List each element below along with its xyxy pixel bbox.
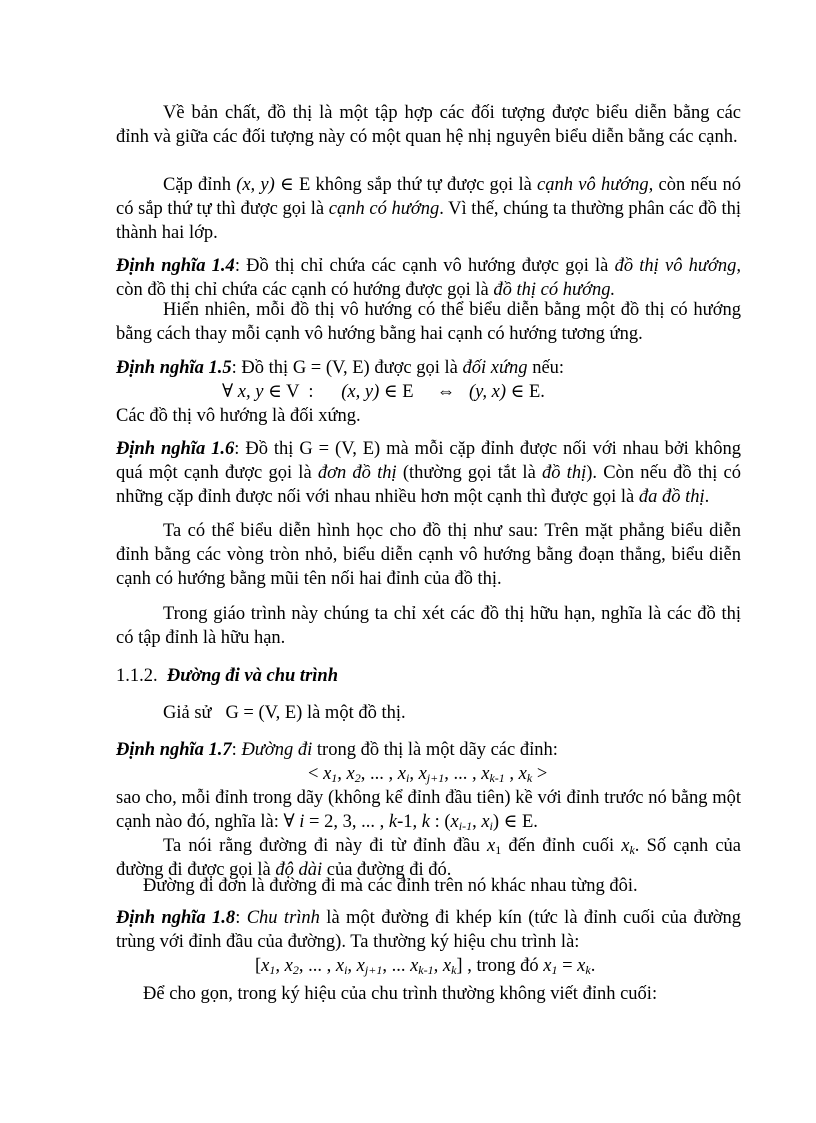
section-title: Đường đi và chu trình <box>166 666 338 686</box>
paragraph-suppose: Giả sử G = (V, E) là một đồ thị. <box>163 703 406 723</box>
section-heading <box>116 664 338 688</box>
paragraph-finite: Trong giáo trình này chúng ta chỉ xét các đồ thị hữu hạn, nghĩa là các đồ thị có tập đỉnh là hữu hạn. <box>116 604 741 648</box>
definition-heading: Định nghĩa 1.8 <box>116 908 236 928</box>
definition-1-6: Định nghĩa 1.6: Đồ thị G = (V, E) mà mỗi cặp đỉnh được nối với nhau bởi không quá một cạnh được gọi là đơn đồ thị (thường gọi tắt là đồ thị). Còn nếu đồ thị có những cặp đỉnh được nối với nhau nhiều hơn một cạnh thì được gọi là đa đồ thị. <box>116 439 742 507</box>
formula-path-sequence: < $x_1$, $x_2$, ... , $x_i$, $x_{j+1}$, ... , $x_{k-1}$ , $x_k$ > <box>308 764 548 785</box>
definition-1-5: Định nghĩa 1.5: Đồ thị G = (V, E) được gọi là đối xứng nếu: <box>116 358 565 378</box>
paragraph-path-condition: sao cho, mỗi đỉnh trong dãy (không kể đỉnh đầu tiên) kề với đỉnh trước nó bằng một cạnh nào đó, nghĩa là: ∀ i = 2, 3, ... , k-1, k : ($x_{i-1}$, $x_i$) ∈ E. <box>116 788 741 833</box>
paragraph-cycle-note: Để cho gọn, trong ký hiệu của chu trình thường không viết đỉnh cuối: <box>143 984 658 1004</box>
paragraph-path-length: Ta nói rằng đường đi này đi từ đỉnh đầu $x_1$ đến đỉnh cuối $x_k$. Số cạnh của đường đi được gọi là độ dài của đường đi đó. <box>116 836 741 880</box>
formula-symmetric: ∀ x, y ∈ V : (x, y) ∈ E ⇔ (y, x) ∈ E. <box>222 382 545 402</box>
definition-1-8: Định nghĩa 1.8: Chu trình là một đường đi khép kín (tức là đỉnh cuối của đường trùng với đỉnh đầu của đường). Ta thường ký hiệu chu trình là: <box>116 908 742 952</box>
paragraph-edge-types: Cặp đỉnh (x, y) ∈ E không sắp thứ tự được gọi là cạnh vô hướng, còn nếu nó có sắp thứ tự thì được gọi là cạnh có hướng. Vì thế, chúng ta thường phân các đồ thị thành hai lớp. <box>116 175 742 243</box>
definition-1-4: Định nghĩa 1.4: Đồ thị chỉ chứa các cạnh vô hướng được gọi là đồ thị vô hướng, còn đồ thị chỉ chứa các cạnh có hướng được gọi là đồ thị có hướng. <box>116 256 741 300</box>
paragraph-simple-path: Đường đi đơn là đường đi mà các đỉnh trên nó khác nhau từng đôi. <box>143 876 638 896</box>
definition-heading: Định nghĩa 1.6 <box>116 439 235 459</box>
definition-1-7: Định nghĩa 1.7: Đường đi trong đồ thị là một dãy các đỉnh: <box>116 740 558 760</box>
paragraph-geometric: Ta có thể biểu diễn hình học cho đồ thị như sau: Trên mặt phẳng biểu diễn đỉnh bằng các vòng tròn nhỏ, biểu diễn cạnh vô hướng bằng đoạn thẳng, biểu diễn cạnh có hướng bằng mũi tên nối hai đỉnh của đồ thị. <box>116 521 741 589</box>
definition-heading: Định nghĩa 1.7 <box>116 740 232 760</box>
definition-heading: Định nghĩa 1.4 <box>116 256 235 276</box>
section-number: 1.1.2. <box>116 666 167 686</box>
remark-symmetric: Các đồ thị vô hướng là đối xứng. <box>116 406 361 426</box>
formula-cycle: [$x_1$, $x_2$, ... , $x_i$, $x_{j+1}$, ... $x_{k-1}$, $x_k$] , trong đó $x_1 = x_k$. <box>255 956 596 977</box>
definition-heading: Định nghĩa 1.5 <box>116 358 232 378</box>
paragraph-intro: Về bản chất, đồ thị là một tập hợp các đối tượng được biểu diễn bằng các đỉnh và giữa các đối tượng này có một quan hệ nhị nguyên biểu diễn bằng các cạnh. <box>116 103 741 147</box>
paragraph-remark-undirected: Hiển nhiên, mỗi đồ thị vô hướng có thể biểu diễn bằng một đồ thị có hướng bằng cách thay mỗi cạnh vô hướng bằng hai cạnh có hướng tương ứng. <box>116 300 741 344</box>
